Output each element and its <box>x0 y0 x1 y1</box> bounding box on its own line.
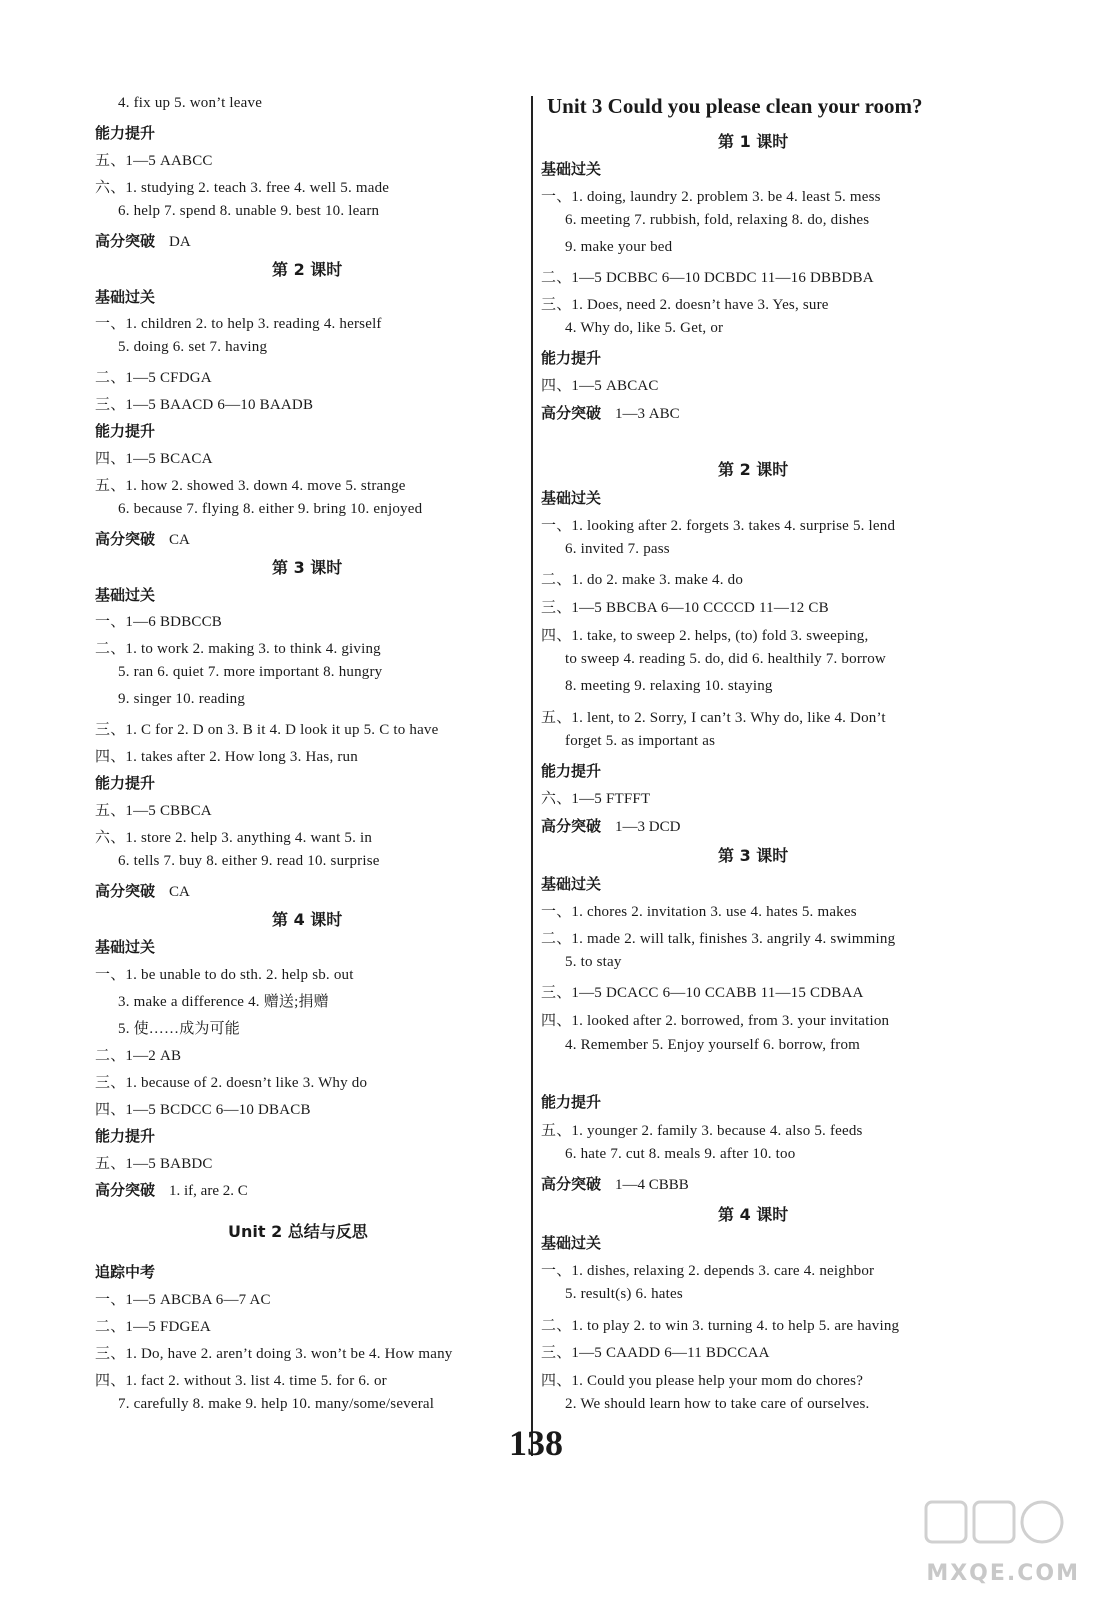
lesson-title: 第 3 课时 <box>718 846 789 865</box>
column-divider <box>531 96 533 1456</box>
lesson-title: 第 4 课时 <box>272 910 343 929</box>
section-heading: 基础过关 <box>95 938 156 956</box>
answer-line: 三、1. because of 2. doesn’t like 3. Why do <box>95 1075 368 1091</box>
answer-line: 三、1—5 DCACC 6—10 CCABB 11—15 CDBAA <box>541 985 864 1001</box>
answer-line: forget 5. as important as <box>565 733 716 749</box>
answer-line: 六、1. store 2. help 3. anything 4. want 5. in <box>95 830 373 846</box>
answer-line: 四、1. looked after 2. borrowed, from 3. your invitation <box>541 1013 890 1029</box>
answer-line: 6. hate 7. cut 8. meals 9. after 10. too <box>565 1146 796 1162</box>
answer-line: 五、1. younger 2. family 3. because 4. also 5. feeds <box>541 1123 863 1139</box>
section-answer: 1—3 DCD <box>615 819 681 835</box>
answer-line: 4. Remember 5. Enjoy yourself 6. borrow, from <box>565 1037 861 1053</box>
answer-line: 一、1. be unable to do sth. 2. help sb. out <box>95 967 354 983</box>
answer-line: 5. doing 6. set 7. having <box>118 339 268 355</box>
section-answer: CA <box>169 884 190 900</box>
section-heading: 追踪中考 <box>95 1263 156 1281</box>
answer-line: 五、1. lent, to 2. Sorry, I can’t 3. Why do, like 4. Don’t <box>541 710 886 726</box>
watermark-text: MXQE.COM <box>926 1561 1080 1586</box>
answer-line: 二、1. made 2. will talk, finishes 3. angrily 4. swimming <box>541 931 896 947</box>
section-heading: 能力提升 <box>541 762 602 780</box>
answer-line: 二、1. to work 2. making 3. to think 4. giving <box>95 641 381 657</box>
answer-line: 2. We should learn how to take care of ourselves. <box>565 1396 870 1412</box>
section-heading: 能力提升 <box>95 124 156 142</box>
section-answer: CA <box>169 532 190 548</box>
answer-line: 一、1. children 2. to help 3. reading 4. herself <box>95 316 382 332</box>
answer-line: 一、1. chores 2. invitation 3. use 4. hates 5. makes <box>541 904 857 920</box>
answer-line: 一、1. looking after 2. forgets 3. takes 4. surprise 5. lend <box>541 518 896 534</box>
section-answer: 1. if, are 2. C <box>169 1183 248 1199</box>
unit-3-title: Unit 3 Could you please clean your room? <box>547 94 923 118</box>
unit-2-title: Unit 2 总结与反思 <box>228 1222 368 1241</box>
section-answer: DA <box>169 234 191 250</box>
section-heading: 能力提升 <box>95 774 156 792</box>
answer-line: 5. result(s) 6. hates <box>565 1286 683 1302</box>
answer-line: 二、1—5 DCBBC 6—10 DCBDC 11—16 DBBDBA <box>541 270 874 286</box>
section-heading <box>95 528 190 549</box>
answer-line: 四、1—5 BCDCC 6—10 DBACB <box>95 1102 311 1118</box>
answer-line: 5. to stay <box>565 954 622 970</box>
section-label: 高分突破 <box>541 404 602 422</box>
answer-line: 五、1—5 CBBCA <box>95 803 212 819</box>
section-heading: 基础过关 <box>95 586 156 604</box>
section-heading: 能力提升 <box>95 422 156 440</box>
section-heading: 基础过关 <box>541 1234 602 1252</box>
answer-line: 5. ran 6. quiet 7. more important 8. hungry <box>118 664 383 680</box>
answer-line: 四、1. fact 2. without 3. list 4. time 5. for 6. or <box>95 1373 387 1389</box>
answer-line: 三、1. Do, have 2. aren’t doing 3. won’t be 4. How many <box>95 1346 453 1362</box>
answer-line: 6. help 7. spend 8. unable 9. best 10. learn <box>118 203 380 219</box>
answer-line: 4. Why do, like 5. Get, or <box>565 320 724 336</box>
section-heading <box>541 1173 689 1194</box>
answer-line: 6. invited 7. pass <box>565 541 670 557</box>
lesson-title: 第 2 课时 <box>272 260 343 279</box>
answer-line: 一、1—6 BDBCCB <box>95 614 223 630</box>
lesson-title: 第 4 课时 <box>718 1205 789 1224</box>
section-heading: 基础过关 <box>541 489 602 507</box>
lesson-title: 第 3 课时 <box>272 558 343 577</box>
section-label: 高分突破 <box>541 817 602 835</box>
answer-line: 二、1—5 FDGEA <box>95 1319 211 1335</box>
answer-line: 6. tells 7. buy 8. either 9. read 10. surprise <box>118 853 380 869</box>
answer-line: 五、1. how 2. showed 3. down 4. move 5. strange <box>95 478 406 494</box>
section-heading: 能力提升 <box>541 1093 602 1111</box>
answer-line: 二、1. to play 2. to win 3. turning 4. to help 5. are having <box>541 1318 900 1334</box>
answer-line: 三、1. C for 2. D on 3. B it 4. D look it up 5. C to have <box>95 722 439 738</box>
answer-line: 六、1—5 FTFFT <box>541 791 651 807</box>
section-label: 高分突破 <box>95 232 156 250</box>
section-heading <box>95 880 190 901</box>
answer-line: 六、1. studying 2. teach 3. free 4. well 5. made <box>95 180 390 196</box>
answer-line: 三、1—5 BAACD 6—10 BAADB <box>95 397 314 413</box>
section-heading: 能力提升 <box>541 349 602 367</box>
answer-line: 9. make your bed <box>565 239 673 255</box>
section-heading <box>95 1179 248 1200</box>
section-heading: 基础过关 <box>541 160 602 178</box>
answer-line: 一、1. doing, laundry 2. problem 3. be 4. least 5. mess <box>541 189 881 205</box>
answer-line: 二、1. do 2. make 3. make 4. do <box>541 572 744 588</box>
section-answer: 1—3 ABC <box>615 406 680 422</box>
answer-line: 二、1—5 CFDGA <box>95 370 212 386</box>
answer-line: 一、1—5 ABCBA 6—7 AC <box>95 1292 271 1308</box>
answer-line: 三、1—5 BBCBA 6—10 CCCCD 11—12 CB <box>541 600 829 616</box>
answer-line: 一、1. dishes, relaxing 2. depends 3. care 4. neighbor <box>541 1263 875 1279</box>
lesson-title: 第 2 课时 <box>718 460 789 479</box>
answer-line: 四、1—5 ABCAC <box>541 378 659 394</box>
section-answer: 1—4 CBBB <box>615 1177 689 1193</box>
answer-line: 4. fix up 5. won’t leave <box>118 95 263 111</box>
page-number: 138 <box>509 1423 563 1463</box>
section-heading <box>541 815 680 836</box>
section-label: 高分突破 <box>95 530 156 548</box>
section-label: 高分突破 <box>541 1175 602 1193</box>
section-heading: 基础过关 <box>541 875 602 893</box>
section-heading: 基础过关 <box>95 288 156 306</box>
answer-line: 四、1. take, to sweep 2. helps, (to) fold 3. sweeping, <box>541 628 869 644</box>
answer-line: 三、1—5 CAADD 6—11 BDCCAA <box>541 1345 770 1361</box>
answer-line: 8. meeting 9. relaxing 10. staying <box>565 678 773 694</box>
answer-line: 四、1. takes after 2. How long 3. Has, run <box>95 749 358 765</box>
answer-line: 9. singer 10. reading <box>118 691 246 707</box>
answer-line: 二、1—2 AB <box>95 1048 182 1064</box>
answer-line: 6. because 7. flying 8. either 9. bring 10. enjoyed <box>118 501 423 517</box>
lesson-title: 第 1 课时 <box>718 132 789 151</box>
section-heading <box>541 402 680 423</box>
section-label: 高分突破 <box>95 882 156 900</box>
answer-line: to sweep 4. reading 5. do, did 6. healthily 7. borrow <box>565 651 886 667</box>
answer-line: 五、1—5 AABCC <box>95 153 213 169</box>
section-label: 高分突破 <box>95 1181 156 1199</box>
section-heading: 能力提升 <box>95 1127 156 1145</box>
answer-line: 6. meeting 7. rubbish, fold, relaxing 8. do, dishes <box>565 212 870 228</box>
answer-line: 3. make a difference 4. 赠送;捐赠 <box>118 994 329 1010</box>
answer-line: 四、1. Could you please help your mom do chores? <box>541 1373 864 1389</box>
answer-line: 5. 使……成为可能 <box>118 1021 241 1037</box>
answer-line: 五、1—5 BABDC <box>95 1156 213 1172</box>
answer-line: 四、1—5 BCACA <box>95 451 213 467</box>
section-heading <box>95 230 191 251</box>
answer-line: 三、1. Does, need 2. doesn’t have 3. Yes, sure <box>541 297 829 313</box>
answer-line: 7. carefully 8. make 9. help 10. many/some/several <box>118 1396 435 1412</box>
